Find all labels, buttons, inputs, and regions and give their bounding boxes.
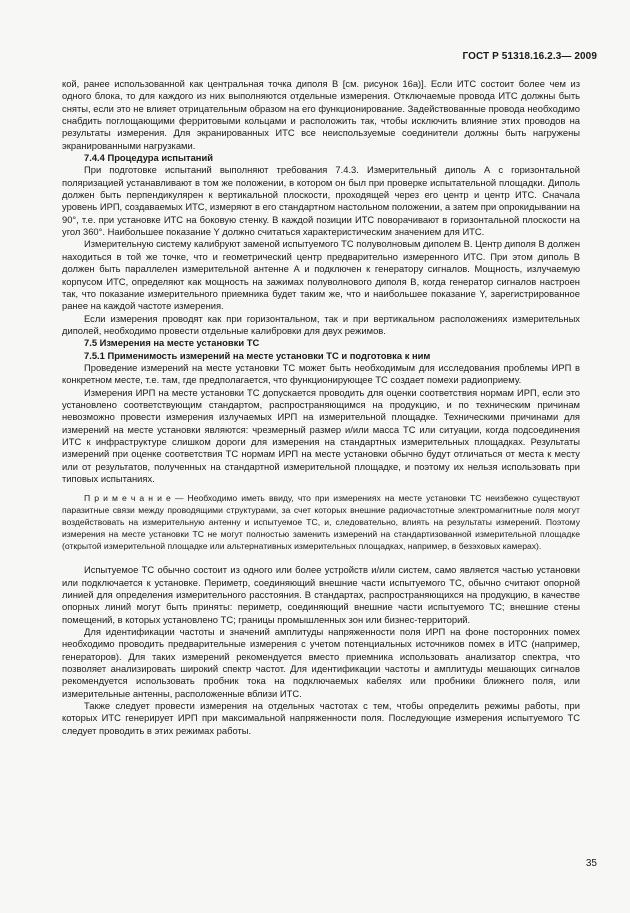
paragraph: Проведение измерений на месте установки ТС может быть необходимым для исследования проблемы ИРП в конкретном месте, т.е. там, где предполагается, что функционирующее ТС создает помехи радиоприему. xyxy=(62,361,580,386)
paragraph: Если измерения проводят как при горизонтальном, так и при вертикальном расположениях измерительных диполей, необходимо провести отдельные калибровки для двух режимов. xyxy=(62,312,580,336)
document-header: ГОСТ Р 51318.16.2.3— 2009 xyxy=(462,51,597,62)
section-heading: 7.4.4 Процедура испытаний xyxy=(84,152,213,164)
note-text: — Необходимо иметь ввиду, что при измерениях на месте установки ТС неизбежно существуют паразитные связи между проводящими структурами, за счет которых внешние радиочастотные электромагнитные поля могут воздействовать на измерительную антенну и испытуемое ТС, и, следовательно, влиять на результаты измерений. Поэтому измерения на месте установки ТС не могут полностью заменить измерений на стандартизованной измерительной площадке (открытой измерительной площадке или альтернативных измерительных площадках, например, в безэховых камерах). xyxy=(62,493,581,551)
paragraph: Также следует провести измерения на отдельных частотах с тем, чтобы определить режимы работы, при которых ИТС генерирует ИРП при максимальной напряженности поля. Последующие измерения испытуемого ТС следует проводить в этих режимах работы. xyxy=(62,700,580,736)
section-heading: 7.5.1 Применимость измерений на месте установки ТС и подготовка к ним xyxy=(84,349,431,361)
paragraph: Испытуемое ТС обычно состоит из одного или более устройств и/или систем, само является частью установки или подключается к установке. Периметр, соединяющий внешние части испытуемого ТС, обычно считают опорной линией для определения измерительного расстояния. В стандартах, распространяющихся на продукцию, в качестве опорных линий могут быть приняты: периметр, соединяющий внешние части испытуемого ТС; внешние стены помещений, в которых установлено ТС; границы промышленных зон или бизнес-территорий. xyxy=(62,564,580,625)
paragraph: При подготовке испытаний выполняют требования 7.4.3. Измерительный диполь А с горизонтальной поляризацией устанавливают в том же положении, в котором он был при проверке испытательной площадки. Диполь должен быть перпендикулярен к вертикальной плоскости, проходящей через его центр и центр ИТС. Сначала уровень ИРП, создаваемых ИТС, измеряют в его стандартном настольном положении, а затем при опрокидывании на 90°, т.е. при установке ИТС на боковую стенку. В каждой позиции ИТС поворачивают в горизонтальной плоскости на угол 360°. Наибольшее показание Y должно считаться характеристическим значением для ИТС. xyxy=(62,164,580,238)
note-label: П р и м е ч а н и е xyxy=(84,493,171,504)
section-heading: 7.5 Измерения на месте установки ТС xyxy=(84,337,260,349)
paragraph: Измерения ИРП на месте установки ТС допускается проводить для оценки соответствия нормам ИРП, если это установлено соответствующим стандартом, распространяющимся на продукцию, и по техническим причинам невозможно провести измерения излучаемых ИРП на измерительной площадке. Техническими причинами для измерений на месте установки являются: чрезмерный размер и/или масса ТС или ситуации, когда подсоединения ИТС к инфраструктуре слишком дороги для измерения на стандартных измерительных площадках. Результаты измерений при оценке соответствия ТС нормам ИРП на месте установки обычно будут отличаться от места к месту или от результатов, полученных на стандартной измерительной площадке, и поэтому их нельзя использовать при типовых испытаниях. xyxy=(62,386,580,484)
page-number: 35 xyxy=(585,858,597,869)
note-paragraph xyxy=(62,493,580,552)
document-body xyxy=(62,78,580,737)
paragraph: кой, ранее использованной как центральная точка диполя В [см. рисунок 16а)]. Если ИТС состоит более чем из одного блока, то для каждого из них выполняются отдельные измерения. Отключаемые провода ИТС должны быть сняты, если это не влияет отрицательным образом на его функционирование. Задействованные провода необходимо снабдить поглощающими ферритовыми кольцами и расположить так, чтобы исключить влияние этих проводов на результаты измерения. Для экранированных ИТС все неиспользуемые соединители должны быть нагружены экранированными нагрузками. xyxy=(62,78,580,151)
paragraph: Для идентификации частоты и значений амплитуды напряженности поля ИРП на фоне посторонних помех необходимо проводить предварительные измерения с учетом потенциальных источников помех в ИТС (например, генераторов). Для таких измерений рекомендуется вместо приемника использовать анализатор спектра, что позволяет анализировать широкий спектр частот. Для идентификации частоты и амплитуды мешающих сигналов рекомендуется использовать пробник тока на подключаемых кабелях или пробники ближнего поля, или измерительные антенны, расположенные вблизи ИТС. xyxy=(62,626,580,699)
paragraph: Измерительную систему калибруют заменой испытуемого ТС полуволновым диполем В. Центр диполя В должен находиться в той же точке, что и геометрический центр предварительно измеренного ИТС. При этом диполь В должен быть параллелен измерительной антенне А и подключен к генератору сигналов. Мощность, излучаемую корпусом ИТС, определяют как мощность на зажимах полуволнового диполя В, когда генератор сигналов настроен так, что показание измерительного приемника будет таким же, что и наибольшее показание Y, зарегистрированное ранее на каждой частоте измерения. xyxy=(62,238,580,312)
